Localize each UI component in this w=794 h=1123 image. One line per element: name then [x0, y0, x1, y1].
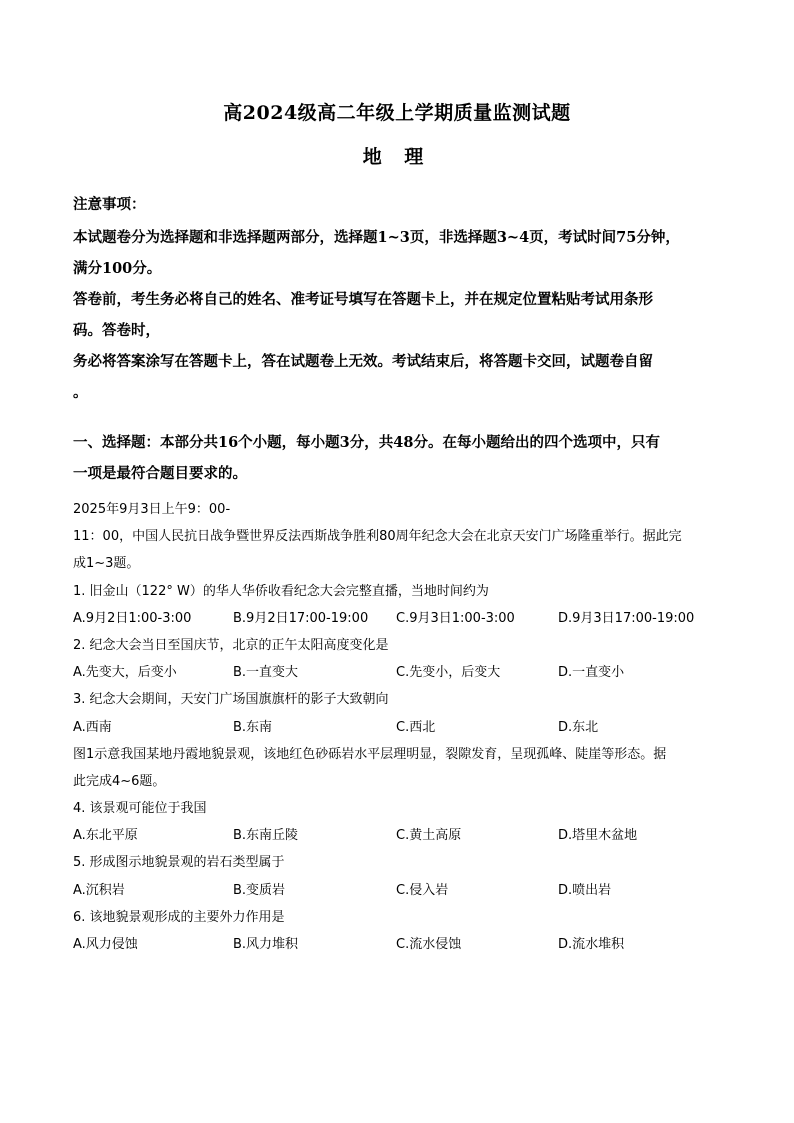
option-b: B.风力堆积: [233, 937, 299, 952]
option-a: A.东北平原: [73, 828, 138, 844]
option-a: A.风力侵蚀: [73, 937, 138, 952]
material-line: 成1~3题。: [73, 556, 140, 572]
option-d: D.9月3日17:00-19:00: [558, 610, 695, 626]
exam-title: 高2024级高二年级上学期质量监测试题: [223, 102, 571, 124]
option-d: D.流水堆积: [558, 937, 625, 952]
notice-line: 码。答卷时，: [73, 322, 160, 339]
option-b: B.一直变大: [233, 665, 299, 681]
option-a: A.西南: [73, 719, 112, 735]
question-options-5: [73, 877, 723, 904]
question-stem-2: 2. 纪念大会当日至国庆节，北京的正午太阳高度变化是: [73, 637, 389, 653]
option-a: A.沉积岩: [73, 882, 125, 898]
notice-line: 务必将答案涂写在答题卡上，答在试题卷上无效。考试结束后，将答题卡交回，试题卷自留: [73, 353, 653, 370]
question-body: [73, 496, 723, 958]
question-options-3: [73, 714, 723, 741]
notice-line: 答卷前，考生务必将自己的姓名、准考证号填写在答题卡上，并在规定位置粘贴考试用条形: [73, 291, 653, 308]
option-b: B.变质岩: [233, 882, 286, 898]
option-c: C.9月3日1:00-3:00: [396, 610, 515, 626]
notice-line: 满分100分。: [73, 260, 162, 277]
question-options-4: [73, 822, 723, 849]
section-line: 一、选择题：本部分共16个小题，每小题3分，共48分。在每小题给出的四个选项中，只有: [73, 434, 660, 451]
subject-title: 地 理: [362, 146, 432, 168]
question-options-2: [73, 659, 723, 686]
option-b: B.9月2日17:00-19:00: [233, 610, 369, 626]
notice-heading: 注意事项：: [73, 196, 146, 213]
material-line: 此完成4~6题。: [73, 773, 166, 789]
section-heading: [73, 427, 721, 489]
question-stem-6: 6. 该地貌景观形成的主要外力作用是: [73, 909, 285, 925]
question-stem-5: 5. 形成图示地貌景观的岩石类型属于: [73, 855, 285, 871]
option-c: C.先变小，后变大: [396, 665, 501, 681]
notice-line: 。: [73, 384, 88, 401]
question-options-1: [73, 605, 723, 632]
notice-line: 本试题卷分为选择题和非选择题两部分，选择题1~3页，非选择题3~4页，考试时间75分钟，: [73, 229, 680, 246]
option-d: D.东北: [558, 719, 599, 735]
option-c: C.流水侵蚀: [396, 937, 462, 952]
question-stem-4: 4. 该景观可能位于我国: [73, 801, 207, 817]
option-d: D.喷出岩: [558, 882, 612, 898]
material-line: 图1示意我国某地丹霞地貌景观，该地红色砂砾岩水平层理明显，裂隙发育，呈现孤峰、陡崖等形态。据: [73, 746, 667, 762]
option-c: C.黄土高原: [396, 828, 462, 844]
option-b: B.东南: [233, 719, 273, 735]
notice-block: [73, 196, 721, 408]
question-options-6: [73, 931, 723, 958]
section-line: 一项是最符合题目要求的。: [73, 465, 247, 482]
option-b: B.东南丘陵: [233, 828, 299, 844]
question-stem-1: 1. 旧金山（122° W）的华人华侨收看纪念大会完整直播，当地时间约为: [73, 583, 489, 599]
option-a: A.先变大，后变小: [73, 665, 177, 681]
option-c: C.西北: [396, 719, 436, 735]
option-c: C.侵入岩: [396, 882, 449, 898]
option-a: A.9月2日1:00-3:00: [73, 610, 192, 626]
material-line: 2025年9月3日上午9：00-: [73, 502, 231, 517]
question-stem-3: 3. 纪念大会期间，天安门广场国旗旗杆的影子大致朝向: [73, 692, 389, 708]
option-d: D.塔里木盆地: [558, 828, 638, 844]
option-d: D.一直变小: [558, 665, 625, 681]
material-line: 11：00，中国人民抗日战争暨世界反法西斯战争胜利80周年纪念大会在北京天安门广场隆重举行。据此完: [73, 529, 682, 545]
